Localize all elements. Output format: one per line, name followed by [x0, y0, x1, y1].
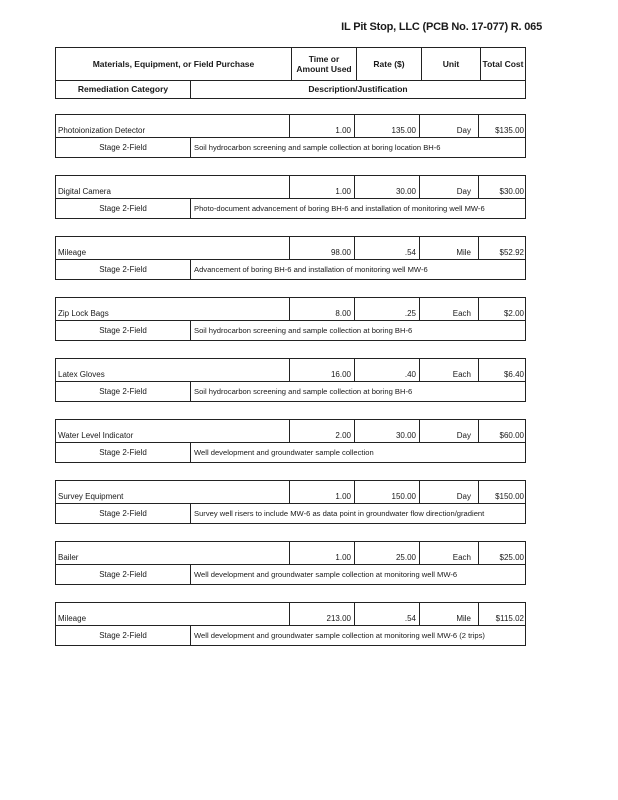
item-description: Soil hydrocarbon screening and sample collection at boring BH-6 [194, 325, 413, 335]
item-unit: Mile [456, 614, 471, 623]
category-header: Remediation Category [77, 84, 169, 94]
item-quantity: 8.00 [335, 309, 351, 318]
line-item [55, 358, 526, 402]
item-category: Stage 2-Field [99, 203, 147, 213]
item-description: Photo-document advancement of boring BH-6 and installation of monitoring well MW-6 [194, 203, 485, 213]
item-rate: .54 [404, 614, 416, 623]
item-name: Mileage [58, 248, 87, 257]
table-header-row [56, 48, 525, 81]
item-total-cost: $25.00 [499, 553, 524, 562]
materials-header: Materials, Equipment, or Field Purchase [92, 59, 255, 69]
item-quantity: 98.00 [330, 248, 351, 257]
line-item-values [56, 542, 525, 565]
item-description: Soil hydrocarbon screening and sample collection at boring BH-6 [194, 386, 413, 396]
line-item-detail [56, 564, 525, 584]
line-item [55, 236, 526, 280]
item-name: Mileage [58, 614, 87, 623]
item-description: Soil hydrocarbon screening and sample collection at boring location BH-6 [194, 142, 441, 152]
page-header: IL Pit Stop, LLC (PCB No. 17-077) R. 065 [341, 21, 542, 33]
item-name: Zip Lock Bags [58, 309, 109, 318]
rate-header: Rate ($) [373, 59, 405, 69]
line-item [55, 541, 526, 585]
description-header: Description/Justification [308, 84, 408, 94]
line-item-detail [56, 320, 525, 340]
item-unit: Day [456, 126, 471, 135]
item-total-cost: $115.02 [495, 614, 524, 623]
item-rate: 30.00 [395, 431, 416, 440]
line-item-values [56, 359, 525, 382]
item-name: Bailer [58, 553, 79, 562]
item-unit: Day [456, 187, 471, 196]
item-unit: Mile [456, 248, 471, 257]
item-rate: 25.00 [395, 553, 416, 562]
line-item-values [56, 115, 525, 138]
line-item-values [56, 176, 525, 199]
item-total-cost: $6.40 [503, 370, 524, 379]
item-description: Well development and groundwater sample collection at monitoring well MW-6 (2 trips) [194, 630, 485, 640]
time-amount-header: Time or Amount Used [296, 54, 352, 74]
line-item [55, 602, 526, 646]
line-item [55, 114, 526, 158]
item-category: Stage 2-Field [99, 508, 147, 518]
item-unit: Each [452, 309, 471, 318]
item-quantity: 1.00 [335, 126, 351, 135]
item-total-cost: $60.00 [499, 431, 524, 440]
item-description: Well development and groundwater sample collection at monitoring well MW-6 [194, 569, 458, 579]
table-subheader-row [56, 80, 525, 98]
table-header [55, 47, 526, 99]
item-category: Stage 2-Field [99, 630, 147, 640]
item-total-cost: $135.00 [495, 126, 524, 135]
line-item-values [56, 603, 525, 626]
item-total-cost: $52.92 [499, 248, 524, 257]
line-item-values [56, 298, 525, 321]
item-name: Photoionization Detector [58, 126, 146, 135]
item-total-cost: $150.00 [495, 492, 524, 501]
line-item-values [56, 237, 525, 260]
line-item [55, 297, 526, 341]
item-unit: Each [452, 370, 471, 379]
total-cost-header: Total Cost [482, 59, 524, 69]
line-item-detail [56, 259, 525, 279]
item-rate: .25 [404, 309, 416, 318]
item-rate: 135.00 [391, 126, 416, 135]
item-category: Stage 2-Field [99, 386, 147, 396]
item-category: Stage 2-Field [99, 325, 147, 335]
line-item-values [56, 420, 525, 443]
line-item [55, 480, 526, 524]
item-description: Well development and groundwater sample collection [194, 447, 374, 457]
unit-header: Unit [442, 59, 460, 69]
item-category: Stage 2-Field [99, 142, 147, 152]
item-rate: 30.00 [395, 187, 416, 196]
line-item [55, 419, 526, 463]
item-description: Advancement of boring BH-6 and installation of monitoring well MW-6 [194, 264, 428, 274]
item-unit: Day [456, 431, 471, 440]
item-category: Stage 2-Field [99, 264, 147, 274]
item-rate: .54 [404, 248, 416, 257]
line-item-detail [56, 381, 525, 401]
item-name: Water Level Indicator [58, 431, 134, 440]
line-item-detail [56, 198, 525, 218]
item-category: Stage 2-Field [99, 447, 147, 457]
line-item-detail [56, 503, 525, 523]
item-name: Survey Equipment [58, 492, 124, 501]
item-name: Digital Camera [58, 187, 111, 196]
item-quantity: 213.00 [326, 614, 351, 623]
item-quantity: 16.00 [330, 370, 351, 379]
line-item [55, 175, 526, 219]
item-quantity: 1.00 [335, 187, 351, 196]
item-quantity: 2.00 [335, 431, 351, 440]
item-unit: Each [452, 553, 471, 562]
item-unit: Day [456, 492, 471, 501]
item-rate: .40 [404, 370, 416, 379]
line-item-values [56, 481, 525, 504]
item-quantity: 1.00 [335, 492, 351, 501]
item-total-cost: $30.00 [499, 187, 524, 196]
item-quantity: 1.00 [335, 553, 351, 562]
item-total-cost: $2.00 [503, 309, 524, 318]
line-item-detail [56, 442, 525, 462]
item-category: Stage 2-Field [99, 569, 147, 579]
line-item-detail [56, 137, 525, 157]
item-description: Survey well risers to include MW-6 as data point in groundwater flow direction/gradient [194, 508, 485, 518]
line-item-detail [56, 625, 525, 645]
item-rate: 150.00 [391, 492, 416, 501]
item-name: Latex Gloves [58, 370, 105, 379]
